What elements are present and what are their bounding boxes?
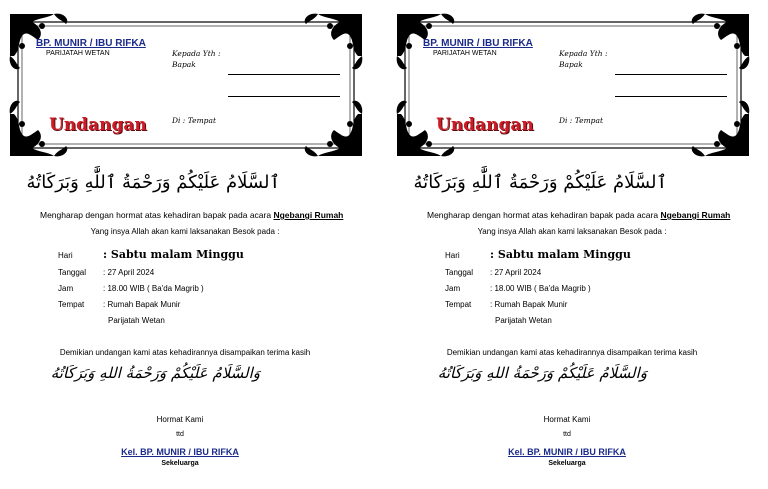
detail-label-time: Jam <box>58 284 74 293</box>
closing-text: Demikian undangan kami atas kehadirannya disampaikan terima kasih <box>59 348 311 357</box>
invitation-card-right <box>387 0 767 489</box>
invitation-card-left <box>0 0 380 489</box>
sender-name: BP. MUNIR / IBU RIFKA <box>36 38 146 49</box>
ornament-border <box>395 12 751 158</box>
recipient-label <box>172 48 220 70</box>
signature-ttd: ttd <box>563 431 571 438</box>
detail-value-day: : Sabtu malam Minggu <box>490 248 631 261</box>
sender-name: BP. MUNIR / IBU RIFKA <box>423 38 533 49</box>
detail-value-date: : 27 April 2024 <box>103 268 155 277</box>
event-name: Ngebangi Rumah <box>273 210 344 220</box>
signature-family: Sekeluarga <box>548 460 586 467</box>
detail-value-time: : 18.00 WIB ( Ba'da Magrib ) <box>490 284 591 293</box>
recipient-blank-line-1 <box>228 74 340 75</box>
invitation-title: Undangan <box>49 115 147 135</box>
recipient-label <box>559 48 607 70</box>
intro-text <box>40 210 343 220</box>
detail-label-day: Hari <box>58 251 73 260</box>
detail-value-place-line2: Parijatah Wetan <box>108 316 165 325</box>
detail-value-place-line2: Parijatah Wetan <box>495 316 552 325</box>
intro-text <box>427 210 730 220</box>
ornamental-envelope-frame <box>8 12 364 158</box>
arabic-greeting: ٱلسَّلَامُ عَلَيْكُمْ وَرَحْمَةُ ٱللَّٰهِ وَبَرَكَاتُهُ <box>26 172 280 193</box>
detail-label-place: Tempat <box>445 300 472 309</box>
arabic-closing-salam: وَالسَّلَامُ عَلَيْكُمْ وَرَحْمَةُ اللهِ وَبَرَكَاتُهُ <box>50 364 260 382</box>
recipient-blank-line-1 <box>615 74 727 75</box>
ornament-border <box>8 12 364 158</box>
detail-label-date: Tanggal <box>445 268 474 277</box>
signature-regards: Hormat Kami <box>543 415 591 424</box>
invitation-title: Undangan <box>436 115 534 135</box>
recipient-blank-line-2 <box>615 96 727 97</box>
signature-ttd: ttd <box>176 431 184 438</box>
closing-text: Demikian undangan kami atas kehadirannya disampaikan terima kasih <box>446 348 698 357</box>
recipient-place: Di : Tempat <box>172 116 216 125</box>
sender-address: PARIJATAH WETAN <box>433 50 497 57</box>
recipient-place: Di : Tempat <box>559 116 603 125</box>
ornamental-envelope-frame <box>395 12 751 158</box>
recipient-line1: Kepada Yth : <box>172 49 221 58</box>
intro-sentence: Mengharap dengan hormat atas kehadiran bapak pada acara <box>40 210 272 220</box>
detail-label-place: Tempat <box>58 300 85 309</box>
detail-label-time: Jam <box>445 284 461 293</box>
detail-value-day: : Sabtu malam Minggu <box>103 248 244 261</box>
signature-regards: Hormat Kami <box>156 415 204 424</box>
detail-label-date: Tanggal <box>58 268 87 277</box>
recipient-blank-line-2 <box>228 96 340 97</box>
detail-label-day: Hari <box>445 251 460 260</box>
signature-name: Kel. BP. MUNIR / IBU RIFKA <box>121 447 239 457</box>
recipient-line2: Bapak <box>172 60 196 69</box>
intro-line2: Yang insya Allah akan kami laksanakan Besok pada : <box>90 227 280 236</box>
detail-value-place: : Rumah Bapak Munir <box>103 300 181 309</box>
event-name: Ngebangi Rumah <box>660 210 731 220</box>
sender-address: PARIJATAH WETAN <box>46 50 110 57</box>
detail-value-date: : 27 April 2024 <box>490 268 542 277</box>
signature-family: Sekeluarga <box>161 460 199 467</box>
intro-line2: Yang insya Allah akan kami laksanakan Besok pada : <box>477 227 667 236</box>
recipient-line2: Bapak <box>559 60 583 69</box>
detail-value-time: : 18.00 WIB ( Ba'da Magrib ) <box>103 284 204 293</box>
intro-sentence: Mengharap dengan hormat atas kehadiran bapak pada acara <box>427 210 659 220</box>
recipient-line1: Kepada Yth : <box>559 49 608 58</box>
signature-name: Kel. BP. MUNIR / IBU RIFKA <box>508 447 626 457</box>
arabic-closing-salam: وَالسَّلَامُ عَلَيْكُمْ وَرَحْمَةُ اللهِ وَبَرَكَاتُهُ <box>437 364 647 382</box>
arabic-greeting: ٱلسَّلَامُ عَلَيْكُمْ وَرَحْمَةُ ٱللَّٰهِ وَبَرَكَاتُهُ <box>413 172 667 193</box>
detail-value-place: : Rumah Bapak Munir <box>490 300 568 309</box>
